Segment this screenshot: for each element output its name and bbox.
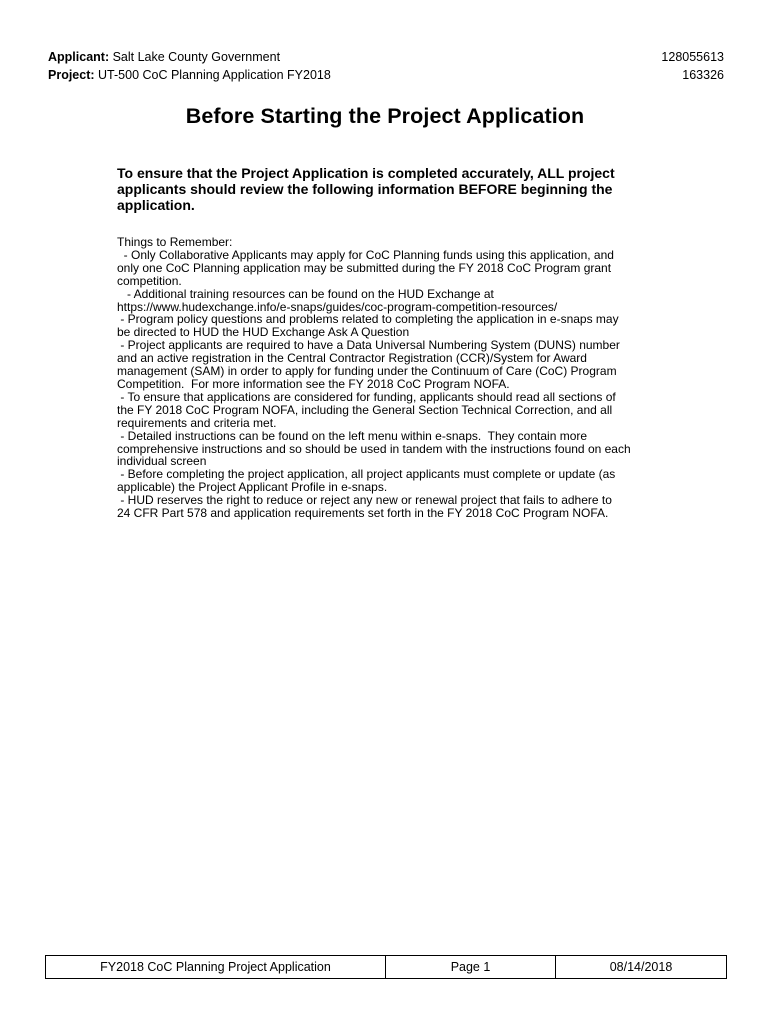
body-text-line: and an active registration in the Central Contractor Registration (CCR)/System for Award [117,351,587,366]
page-title: Before Starting the Project Application [185,104,585,128]
header-row-project [48,66,724,84]
project-number: 163326 [682,68,724,82]
footer-document-name: FY2018 CoC Planning Project Application [46,956,386,978]
body-text-line: - Only Collaborative Applicants may apply for CoC Planning funds using this application, and [117,247,614,262]
body-text-line: - To ensure that applications are considered for funding, applicants should read all sections of [117,389,616,404]
body-text-line: the FY 2018 CoC Program NOFA, including the General Section Technical Correction, and all [117,402,613,417]
body-text-line: be directed to HUD the HUD Exchange Ask A Question [117,325,410,340]
body-text-line: applicable) the Project Applicant Profile in e-snaps. [117,480,388,495]
applicant-field [48,48,280,66]
body-text-line: competition. [117,273,182,288]
body-text-line: - Before completing the project application, all project applicants must complete or update (as [117,467,616,482]
intro-paragraph: To ensure that the Project Application is completed accurately, ALL project applicants should review the following information BEFORE beginning the application. [117,165,615,213]
body-text-line: Competition. For more information see the FY 2018 CoC Program NOFA. [117,376,510,391]
header-row-applicant [48,48,724,66]
project-label: Project: [48,68,95,82]
body-text-line: - Additional training resources can be found on the HUD Exchange at [117,286,494,301]
body-text-line: - Detailed instructions can be found on the left menu within e-snaps. They contain more [117,428,588,443]
footer-page-number: Page 1 [386,956,556,978]
things-to-remember-section [117,236,662,520]
body-text-line: https://www.hudexchange.info/e-snaps/guides/coc-program-competition-resources/ [117,299,558,314]
applicant-number: 128055613 [661,50,724,64]
project-value: UT-500 CoC Planning Application FY2018 [98,68,331,82]
body-text-line: 24 CFR Part 578 and application requirements set forth in the FY 2018 CoC Program NOFA. [117,506,609,521]
project-field [48,66,331,84]
page-header [48,48,724,84]
body-text-line: only one CoC Planning application may be submitted during the FY 2018 CoC Program grant [117,260,612,275]
body-text-line: - Program policy questions and problems related to completing the application in e-snaps may [117,312,619,327]
body-text-line: requirements and criteria met. [117,415,277,430]
applicant-value: Salt Lake County Government [112,50,281,64]
body-text-line: individual screen [117,454,207,469]
footer-date: 08/14/2018 [609,960,673,974]
page-footer [45,955,727,979]
applicant-label: Applicant: [48,50,110,64]
body-text-line: - Project applicants are required to have a Data Universal Numbering System (DUNS) number [117,338,620,353]
body-text-line: - HUD reserves the right to reduce or reject any new or renewal project that fails to adhere to [117,493,612,508]
body-text-line: management (SAM) in order to apply for funding under the Continuum of Care (CoC) Program [117,364,617,379]
body-text-line: Things to Remember: [117,235,233,249]
body-text-line: comprehensive instructions and so should be used in tandem with the instructions found on each [117,441,631,456]
